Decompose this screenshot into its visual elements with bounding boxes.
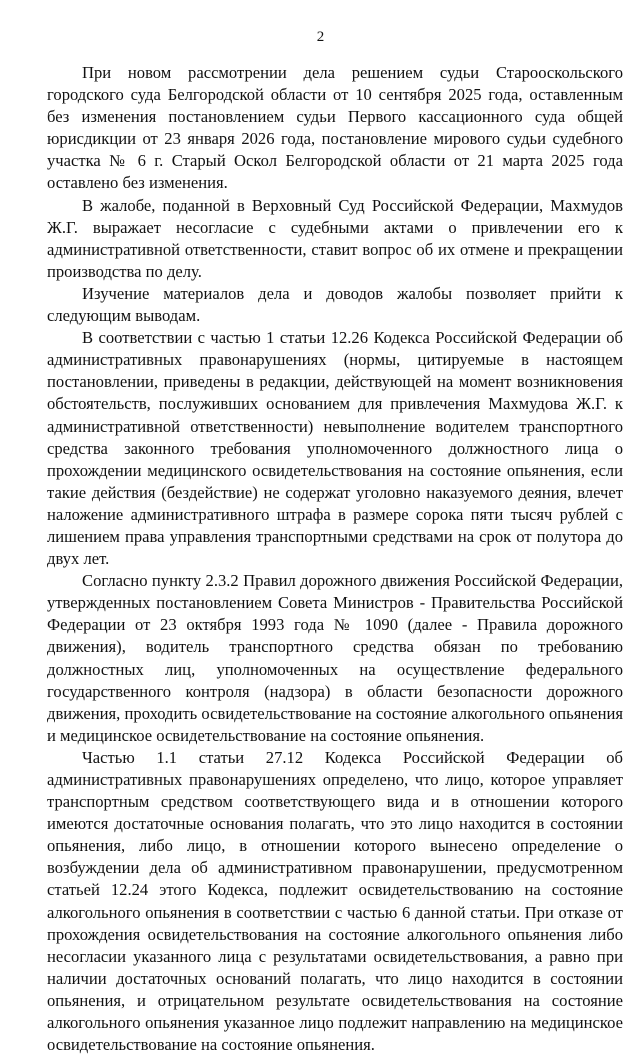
paragraph-article-27-12: Частью 1.1 статьи 27.12 Кодекса Российской Федерации об административных правонарушениях определено, что лицо, которое управляет транспортным средством соответствующего вида и в отношении которого имеются достаточные основания полагать, что это лицо находится в состоянии опьянения, либо лицо, в отношении которого вынесено определение о возбуждении дела об административном правонарушении, предусмотренном статьей 12.24 этого Кодекса, подлежит освидетельствованию на состояние алкогольного опьянения в соответствии с частью 6 данной статьи. При отказе от прохождения освидетельствования на состояние алкогольного опьянения либо несогласии указанного лица с результатами освидетельствования, а равно при наличии достаточных оснований полагать, что лицо находится в состоянии опьянения, и отрицательном результате освидетельствования на состояние алкогольного опьянения указанное лицо подлежит направлению на медицинское освидетельствование на состояние опьянения. <box>47 747 623 1055</box>
paragraph-article-12-26: В соответствии с частью 1 статьи 12.26 Кодекса Российской Федерации об административных правонарушениях (нормы, цитируемые в настоящем постановлении, приведены в редакции, действующей на момент возникновения обстоятельств, послуживших основанием для привлечения Махмудова Ж.Г. к административной ответственности) невыполнение водителем транспортного средства законного требования уполномоченного должностного лица о прохождении медицинского освидетельствования на состояние опьянения, если такие действия (бездействие) не содержат уголовно наказуемого деяния, влечет наложение административного штрафа в размере сорока пяти тысяч рублей с лишением права управления транспортными средствами на срок от полутора до двух лет. <box>47 328 623 569</box>
paragraph-traffic-rules: Согласно пункту 2.3.2 Правил дорожного движения Российской Федерации, утвержденных постановлением Совета Министров - Правительства Российской Федерации от 23 октября 1993 года № 1090 (далее - Правила дорожного движения), водитель транспортного средства обязан по требованию должностных лиц, уполномоченных на осуществление федерального государственного контроля (надзора) в области безопасности дорожного движения, проходить освидетельствование на состояние алкогольного опьянения и медицинское освидетельствование на состояние опьянения. <box>47 571 623 745</box>
document-body <box>47 62 623 1056</box>
paragraph-reconsideration: При новом рассмотрении дела решением судьи Старооскольского городского суда Белгородской области от 10 сентября 2025 года, оставленным без изменения постановлением судьи Первого кассационного суда общей юрисдикции от 23 января 2026 года, постановление мирового судьи судебного участка № 6 г. Старый Оскол Белгородской области от 21 марта 2025 года оставлено без изменения. <box>47 63 623 193</box>
paragraph-complaint: В жалобе, поданной в Верховный Суд Российской Федерации, Махмудов Ж.Г. выражает несогласие с судебными актами о привлечении его к административной ответственности, ставит вопрос об их отмене и прекращении производства по делу. <box>47 195 623 281</box>
paragraph-conclusions: Изучение материалов дела и доводов жалобы позволяет прийти к следующим выводам. <box>47 283 623 326</box>
page-number: 2 <box>316 29 325 45</box>
